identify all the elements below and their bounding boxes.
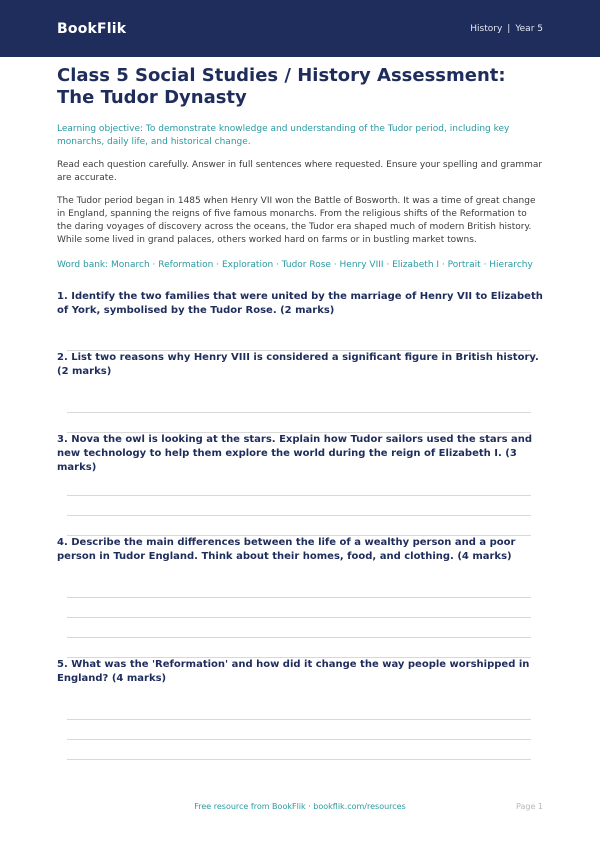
answer-line[interactable] xyxy=(67,637,531,638)
brand-logo[interactable]: BookFlik xyxy=(57,20,127,37)
answer-line[interactable] xyxy=(67,739,531,740)
intro-paragraph: The Tudor period began in 1485 when Henry VII won the Battle of Bosworth. It was a time of great change in England, spanning the reigns of five famous monarchs. From the religious shifts of the Reformation to the daring voyages of discovery across the oceans, the Tudor era shaped much of modern British history. While some lived in grand palaces, others worked hard on farms or in bustling market towns. xyxy=(57,196,536,245)
question-2: 2. List two reasons why Henry VIII is considered a significant figure in British history. (2 marks) xyxy=(57,352,539,377)
instructions: Read each question carefully. Answer in full sentences where requested. Ensure your spelling and grammar are accurate. xyxy=(57,160,543,183)
answer-line[interactable] xyxy=(67,597,531,598)
learning-objective: Learning objective: To demonstrate knowledge and understanding of the Tudor period, including key monarchs, daily life, and historical change. xyxy=(57,124,510,147)
question-5: 5. What was the 'Reformation' and how did it change the way people worshipped in England? (4 marks) xyxy=(57,659,530,684)
question-4: 4. Describe the main differences between the life of a wealthy person and a poor person in Tudor England. Think about their homes, food, and clothing. (4 marks) xyxy=(57,537,516,562)
header-meta xyxy=(470,24,543,34)
page-header xyxy=(0,0,600,57)
answer-line[interactable] xyxy=(67,495,531,496)
answer-line[interactable] xyxy=(67,617,531,618)
answer-line[interactable] xyxy=(67,515,531,516)
question-1: 1. Identify the two families that were united by the marriage of Henry VII to Elizabeth of York, symbolised by the Tudor Rose. (2 marks) xyxy=(57,291,543,316)
page-title: Class 5 Social Studies / History Assessment: The Tudor Dynasty xyxy=(57,65,506,108)
header-divider: | xyxy=(507,23,511,34)
answer-line[interactable] xyxy=(67,759,531,760)
word-bank: Word bank: Monarch · Reformation · Exploration · Tudor Rose · Henry VIII · Elizabeth I · Portrait · Hierarchy xyxy=(57,260,533,270)
question-3: 3. Nova the owl is looking at the stars. Explain how Tudor sailors used the stars and new technology to help them explore the world during the reign of Elizabeth I. (3 marks) xyxy=(57,434,533,473)
answer-line[interactable] xyxy=(67,412,531,413)
page-number: Page 1 xyxy=(516,802,543,811)
intro-section xyxy=(57,65,543,272)
year-label: Year 5 xyxy=(515,23,543,34)
subject-label: History xyxy=(470,23,503,34)
answer-line[interactable] xyxy=(67,719,531,720)
footer-resource-link[interactable]: Free resource from BookFlik · bookflik.com/resources xyxy=(194,802,406,811)
